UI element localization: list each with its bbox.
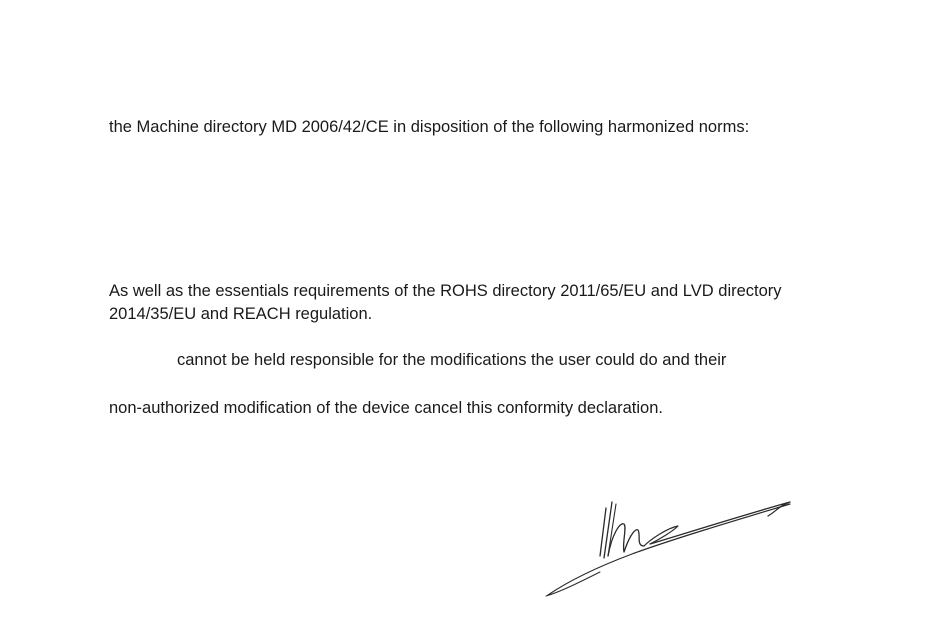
machine-directory-paragraph: the Machine directory MD 2006/42/CE in disposition of the following harmonized norms: [109, 118, 750, 136]
non-authorized-modification-paragraph: non-authorized modification of the device cancel this conformity declaration. [109, 399, 663, 417]
handwritten-signature [540, 494, 800, 604]
responsibility-paragraph: cannot be held responsible for the modifications the user could do and their [177, 351, 727, 369]
rohs-requirements-paragraph: As well as the essentials requirements of the ROHS directory 2011/65/EU and LVD directory 2014/35/EU and REACH regulation. [109, 282, 782, 323]
